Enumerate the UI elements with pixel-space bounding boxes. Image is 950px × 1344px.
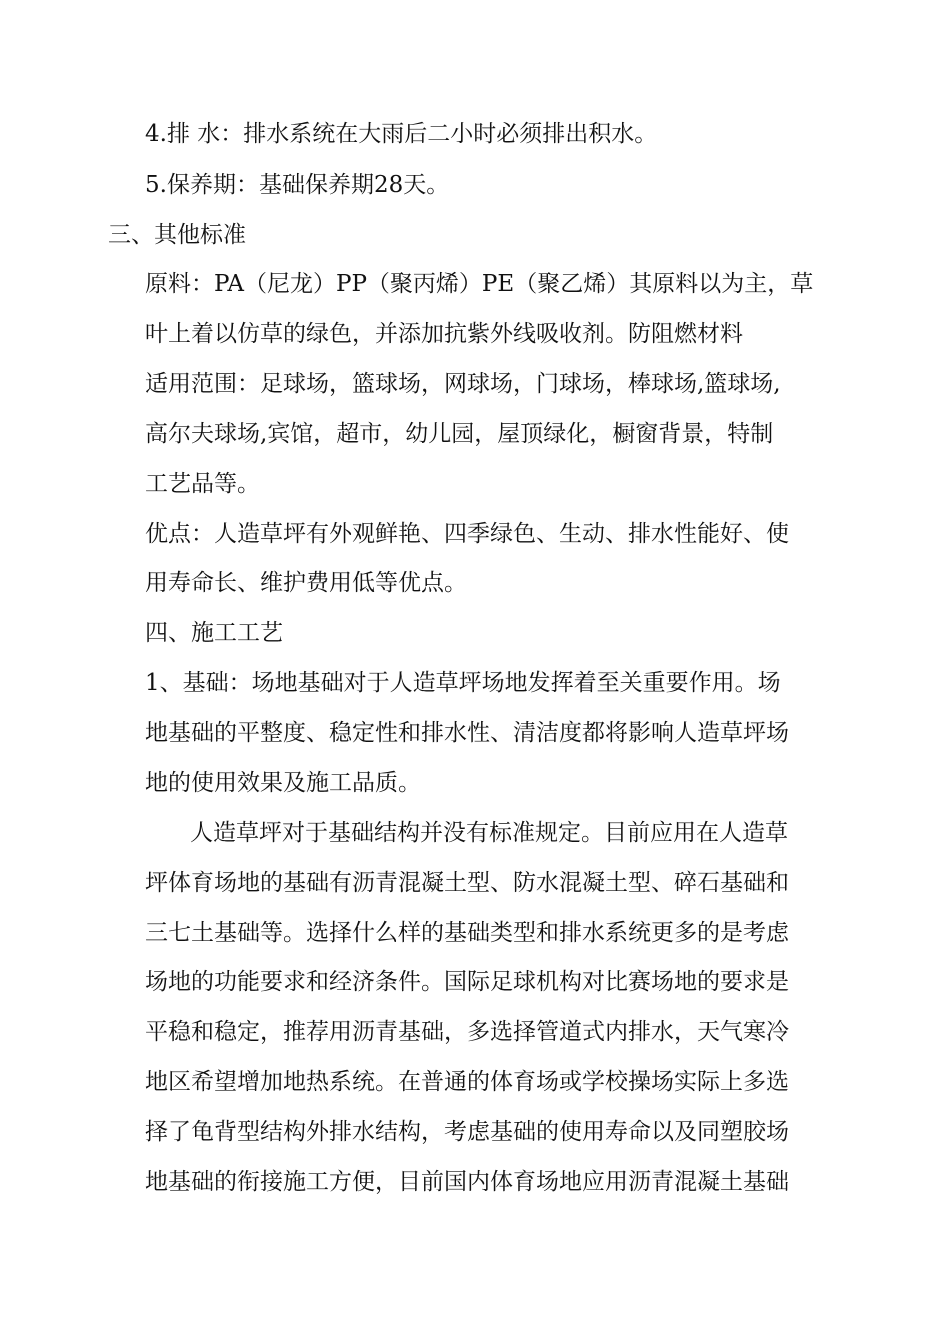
foundation-line-3: 地的使用效果及施工品质。 [145,770,421,796]
paragraph-line-2: 坪体育场地的基础有沥青混凝土型、防水混凝土型、碎石基础和 [145,870,789,896]
advantages-line-1: 优点：人造草坪有外观鲜艳、四季绿色、生动、排水性能好、使 [145,521,789,547]
paragraph-line-7: 择了龟背型结构外排水结构，考虑基础的使用寿命以及同塑胶场 [145,1119,789,1145]
foundation-line-1: 1、基础：场地基础对于人造草坪场地发挥着至关重要作用。场 [145,670,781,696]
scope-line-2: 高尔夫球场,宾馆，超市，幼儿园，屋顶绿化，橱窗背景，特制 [145,421,774,447]
paragraph-line-5: 平稳和稳定，推荐用沥青基础，多选择管道式内排水，天气寒冷 [145,1019,789,1045]
paragraph-line-6: 地区希望增加地热系统。在普通的体育场或学校操场实际上多选 [145,1069,789,1095]
drainage-line: 4.排 水：排水系统在大雨后二小时必须排出积水。 [145,121,658,147]
paragraph-line-8: 地基础的衔接施工方便，目前国内体育场地应用沥青混凝土基础 [145,1169,789,1195]
advantages-line-2: 用寿命长、维护费用低等优点。 [145,570,467,596]
maintenance-period-line: 5.保养期：基础保养期28天。 [145,172,450,198]
materials-line-1: 原料：PA（尼龙）PP（聚丙烯）PE（聚乙烯）其原料以为主，草 [145,271,814,297]
foundation-line-2: 地基础的平整度、稳定性和排水性、清洁度都将影响人造草坪场 [145,720,789,746]
materials-line-2: 叶上着以仿草的绿色，并添加抗紫外线吸收剂。防阻燃材料 [145,321,743,347]
paragraph-line-4: 场地的功能要求和经济条件。国际足球机构对比赛场地的要求是 [145,969,789,995]
section-heading-construction: 四、施工工艺 [145,620,283,646]
scope-line-1: 适用范围：足球场，篮球场，网球场，门球场，棒球场,篮球场, [145,371,781,397]
scope-line-3: 工艺品等。 [145,471,260,497]
section-heading-other-standards: 三、其他标准 [108,222,246,248]
paragraph-line-1: 人造草坪对于基础结构并没有标准规定。目前应用在人造草 [190,820,788,846]
paragraph-line-3: 三七土基础等。选择什么样的基础类型和排水系统更多的是考虑 [145,920,789,946]
